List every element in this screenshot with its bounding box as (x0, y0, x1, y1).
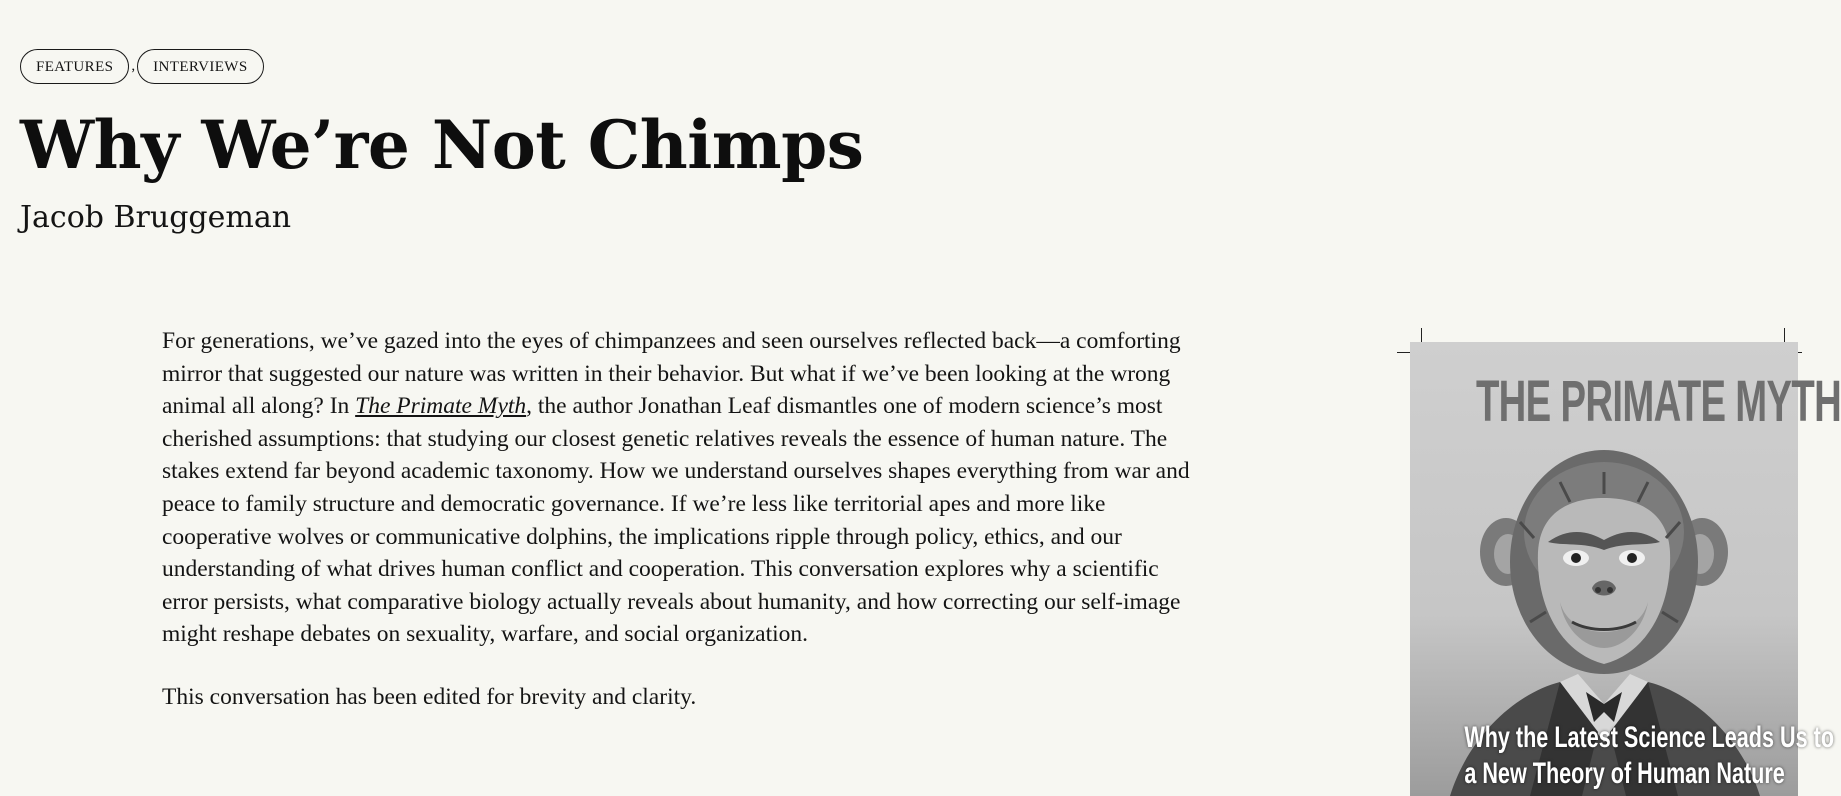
book-cover[interactable] (1410, 342, 1841, 796)
article-title: Why We’re Not Chimps (20, 106, 864, 184)
tag-separator: , (131, 58, 136, 74)
editor-note: This conversation has been edited for brevity and clarity. (162, 683, 697, 710)
tag-features[interactable]: FEATURES (20, 49, 129, 84)
intro-text-before: For generations, we’ve gazed into the eyes of chimpanzees and seen ourselves reflected back—a comforting mirror that suggested our nature was written in their behavior. But what if we’ve been looking at the wrong animal all along? In (162, 328, 1181, 420)
intro-text-after: , the author Jonathan Leaf dismantles one of modern science’s most cherished assumptions: that studying our closest genetic relatives reveals the essence of human nature. The stakes extend far beyond academic taxonomy. How we understand ourselves shapes everything from war and peace to family structure and democratic governance. If we’re less like territorial apes and more like cooperative wolves or communicative dolphins, the implications ripple through policy, ethics, and our understanding of what drives human conflict and cooperation. This conversation explores why a scientific error persists, what comparative biology actually reveals about humanity, and how correcting our self-image might reshape debates on sexuality, warfare, and social organization. (162, 393, 1190, 648)
book-cover-subtitle (1464, 720, 1835, 792)
book-cover-subtitle-line1: Why the Latest Science Leads Us to (1464, 721, 1835, 754)
author-byline[interactable]: Jacob Bruggeman (20, 200, 292, 235)
article-body (162, 325, 1207, 744)
book-cover-subtitle-line2: a New Theory of Human Nature (1464, 757, 1785, 790)
book-cover-title: THE PRIMATE MYTH (1475, 369, 1841, 434)
book-title-link[interactable]: The Primate Myth (355, 393, 527, 420)
tag-interviews[interactable]: INTERVIEWS (137, 49, 263, 84)
intro-paragraph (162, 325, 1207, 651)
category-tags (20, 49, 264, 84)
